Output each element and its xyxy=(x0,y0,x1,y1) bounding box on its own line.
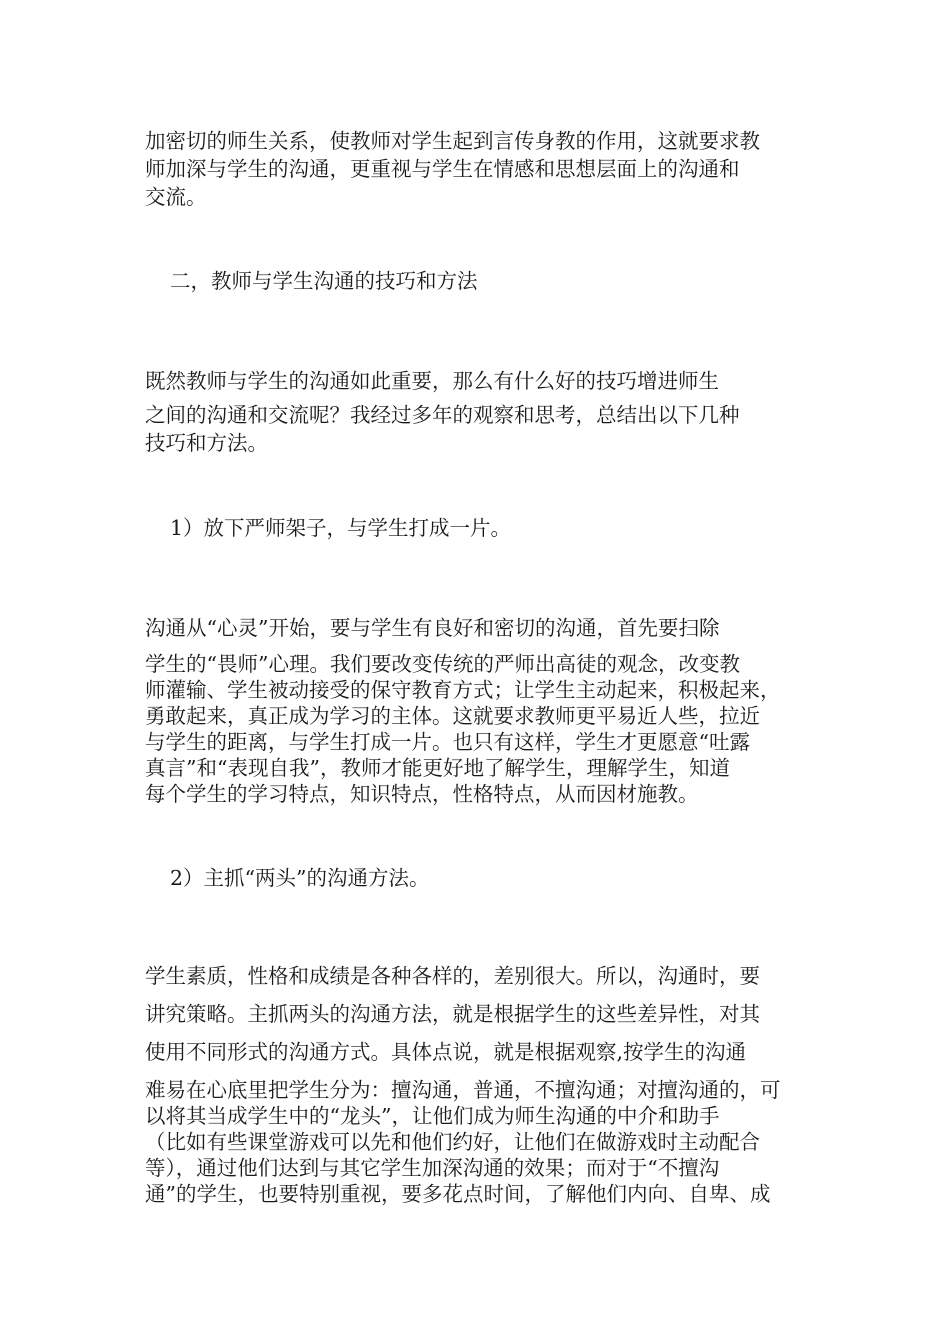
paragraph-3-line-5: 与学生的距离，与学生打成一片。也只有这样，学生才更愿意“吐露 xyxy=(145,730,750,754)
paragraph-4-line-4: 难易在心底里把学生分为：擅沟通，普通，不擅沟通；对擅沟通的，可 xyxy=(145,1078,781,1102)
paragraph-2-line-1: 既然教师与学生的沟通如此重要，那么有什么好的技巧增进师生 xyxy=(145,369,719,393)
paragraph-4-line-3: 使用不同形式的沟通方式。具体点说，就是根据观察,按学生的沟通 xyxy=(145,1040,747,1064)
paragraph-1-line-2: 师加深与学生的沟通，更重视与学生在情感和思想层面上的沟通和 xyxy=(145,157,740,181)
paragraph-4-line-5: 以将其当成学生中的“龙头”，让他们成为师生沟通的中介和助手 xyxy=(145,1104,720,1128)
paragraph-3-line-6: 真言”和“表现自我”，教师才能更好地了解学生，理解学生，知道 xyxy=(145,756,730,780)
paragraph-2-line-2: 之间的沟通和交流呢？我经过多年的观察和思考，总结出以下几种 xyxy=(145,403,740,427)
paragraph-4-line-1: 学生素质，性格和成绩是各种各样的，差别很大。所以，沟通时，要 xyxy=(145,964,760,988)
paragraph-1-line-3: 交流。 xyxy=(145,185,207,209)
paragraph-3-line-3: 师灌输、学生被动接受的保守教育方式；让学生主动起来，积极起来， xyxy=(145,678,781,702)
paragraph-3-line-7: 每个学生的学习特点，知识特点，性格特点，从而因材施教。 xyxy=(145,782,699,806)
paragraph-2-line-3: 技巧和方法。 xyxy=(145,431,268,455)
paragraph-3-line-2: 学生的“畏师”心理。我们要改变传统的严师出高徒的观念，改变教 xyxy=(145,652,740,676)
list-item-2: 2）主抓“两头”的沟通方法。 xyxy=(170,866,430,890)
paragraph-4-line-6: （比如有些课堂游戏可以先和他们约好，让他们在做游戏时主动配合 xyxy=(145,1130,760,1154)
section-heading: 二，教师与学生沟通的技巧和方法 xyxy=(170,269,478,293)
paragraph-4-line-2: 讲究策略。主抓两头的沟通方法，就是根据学生的这些差异性，对其 xyxy=(145,1002,760,1026)
paragraph-3-line-1: 沟通从“心灵”开始，要与学生有良好和密切的沟通，首先要扫除 xyxy=(145,616,720,640)
paragraph-3-line-4: 勇敢起来，真正成为学习的主体。这就要求教师更平易近人些，拉近 xyxy=(145,704,760,728)
paragraph-4-line-8: 通”的学生，也要特别重视，要多花点时间，了解他们内向、自卑、成 xyxy=(145,1182,771,1206)
paragraph-1-line-1: 加密切的师生关系，使教师对学生起到言传身教的作用，这就要求教 xyxy=(145,129,760,153)
list-item-1: 1）放下严师架子，与学生打成一片。 xyxy=(170,516,512,540)
paragraph-4-line-7: 等），通过他们达到与其它学生加深沟通的效果；而对于“不擅沟 xyxy=(145,1156,720,1180)
